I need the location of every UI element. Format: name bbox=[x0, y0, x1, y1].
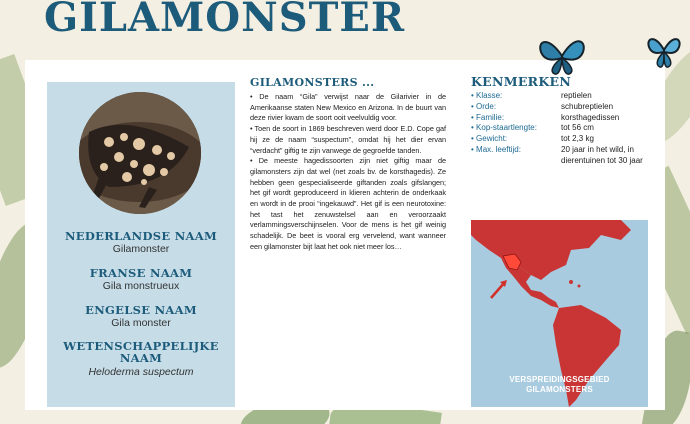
characteristic-label: • Gewicht: bbox=[471, 134, 561, 145]
characteristic-row bbox=[471, 91, 656, 102]
characteristic-value: schubreptielen bbox=[561, 101, 614, 111]
butterfly-icon bbox=[537, 34, 587, 76]
name-value: Gilamonster bbox=[112, 243, 170, 255]
map-caption-line: GILAMONSTERS bbox=[526, 385, 593, 394]
page-title: GILAMONSTER bbox=[44, 0, 406, 41]
characteristic-value: 20 jaar in het wild, in dierentuinen tot 30 jaar bbox=[561, 144, 643, 165]
characteristic-label: • Max. leeftijd: bbox=[471, 145, 561, 167]
characteristic-value: reptielen bbox=[561, 91, 592, 100]
intro-section bbox=[250, 76, 446, 253]
gila-monster-photo bbox=[79, 92, 201, 214]
name-value: Heloderma suspectum bbox=[88, 366, 194, 378]
characteristic-value: tot 56 cm bbox=[561, 123, 594, 133]
characteristic-row bbox=[471, 113, 656, 124]
intro-paragraph: • De naam “Gila” verwijst naar de Gilarivier in de Amerikaanse staten New Mexico en Arizona. In de buurt van deze rivier kwam de soort ooit veelvuldig voor. bbox=[250, 92, 446, 123]
name-heading: FRANSE NAAM bbox=[89, 266, 193, 280]
name-heading: WETENSCHAPPELIJKE NAAM bbox=[63, 339, 219, 365]
english-name bbox=[47, 304, 235, 329]
characteristic-row bbox=[471, 123, 656, 134]
characteristics-section bbox=[471, 74, 656, 167]
characteristic-label: • Orde: bbox=[471, 102, 561, 113]
intro-paragraph: • Toen de soort in 1869 beschreven werd door E.D. Cope gaf hij ze de naam “suspectum”, omdat hij het dier ervan “verdacht” giftig te zijn vanwege de gegroefde tanden. bbox=[250, 124, 446, 155]
characteristic-row bbox=[471, 145, 656, 167]
distribution-map bbox=[471, 220, 648, 407]
map-caption bbox=[471, 375, 648, 395]
scientific-name bbox=[47, 340, 235, 378]
names-panel bbox=[47, 82, 235, 407]
name-heading: NEDERLANDSE NAAM bbox=[64, 229, 218, 243]
intro-paragraph: • De meeste hagedissoorten zijn niet giftig maar de gilamonsters zijn dat wel (net zoals bv. de korsthagedis). Ze hebben geen gespecialiseerde giftanden zoals gifslangen; het gif wordt geproduceerd in klieren achterin de onderkaak en wordt in de prooi “ingekauwd”. Het gif is een neurotoxine: het tast het zenuwstelsel aan en veroorzaakt verlammingsverschijnselen. Voor de mens is het gif weinig schadelijk. De beet is vooral erg vervelend, want wanneer een gilamonster bijt laat het ook niet meer los… bbox=[250, 156, 446, 251]
characteristic-value: korsthagedissen bbox=[561, 112, 620, 122]
characteristic-label: • Familie: bbox=[471, 113, 561, 124]
characteristic-row bbox=[471, 134, 656, 145]
french-name bbox=[47, 267, 235, 292]
map-caption-line: VERSPREIDINGSGEBIED bbox=[509, 375, 610, 384]
intro-heading: GILAMONSTERS ... bbox=[250, 76, 375, 89]
characteristic-row bbox=[471, 102, 656, 113]
name-heading: ENGELSE NAAM bbox=[85, 303, 197, 317]
characteristic-label: • Kop-staartlengte: bbox=[471, 123, 561, 134]
name-value: Gila monster bbox=[111, 317, 171, 329]
butterfly-icon bbox=[645, 32, 683, 70]
characteristic-label: • Klasse: bbox=[471, 91, 561, 102]
characteristics-heading: KENMERKEN bbox=[471, 74, 572, 89]
name-value: Gila monstrueux bbox=[102, 280, 180, 292]
dutch-name bbox=[47, 230, 235, 255]
characteristic-value: tot 2,3 kg bbox=[561, 134, 594, 144]
